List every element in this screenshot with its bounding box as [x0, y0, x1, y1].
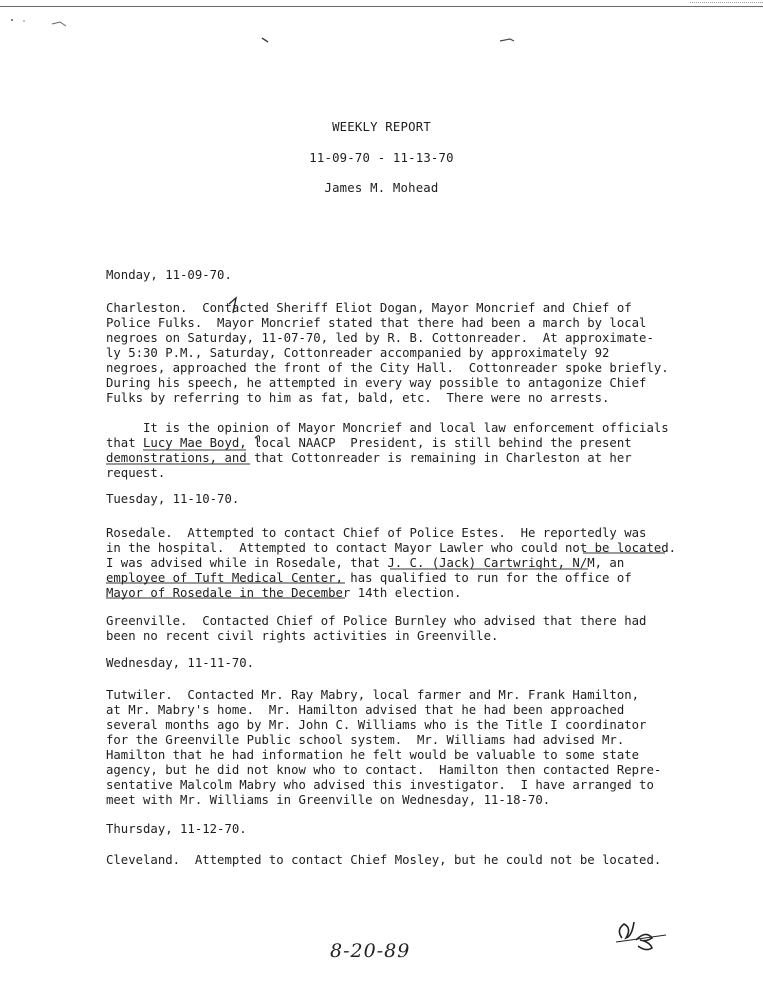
paragraph-greenville: Greenville. Contacted Chief of Police Burnley who advised that there had been no recent civil rights activities in Greenville.	[106, 614, 647, 643]
day-heading-wednesday: Wednesday, 11-11-70.	[106, 656, 255, 670]
scan-specks	[0, 0, 763, 60]
report-date-range: 11-09-70 - 11-13-70	[309, 151, 454, 165]
paragraph-charleston: Charleston. Contacted Sheriff Eliot Dogan, Mayor Moncrief and Chief of Police Fulks. Mayor Moncrief stated that there had been a march by local negroes on Saturday, 11-07-70, led by R. B. Cottonreader. At approximate- ly 5:30 P.M., Saturday, Cottonreader accompanied by approximately 92 negroes, approached the front of the City Hall. Cottonreader spoke briefly. During his speech, he attempted in every way possible to antagonize Chief Fulks by referring to him as fat, bald, etc. There were no arrests.	[106, 301, 669, 405]
paragraph-opinion: It is the opinion of Mayor Moncrief and local law enforcement officials that Lucy Mae Boyd, local NAACP President, is still behind the present demonstrations, and that Cottonreader is remaining in Charleston at her request.	[106, 421, 669, 480]
day-heading-monday: Monday, 11-09-70.	[106, 268, 232, 282]
paragraph-rosedale: Rosedale. Attempted to contact Chief of Police Estes. He reportedly was in the hospital. Attempted to contact Mayor Lawler who could not be located. I was advised while in Rosedale, that J. C. (Jack) Cartwright, N/M, an employee of Tuft Medical Center, has qualified to run for the office of Mayor of Rosedale in the December 14th election.	[106, 526, 677, 600]
paragraph-tutwiler: Tutwiler. Contacted Mr. Ray Mabry, local farmer and Mr. Frank Hamilton, at Mr. Mabry's home. Mr. Hamilton advised that he had been approached several months ago by Mr. John C. Williams who is the Title I coordinator for the Greenville Public school system. Mr. Williams had advised Mr. Hamilton that he had information he felt would be valuable to some state agency, but he did not know who to contact. Hamilton then contacted Repre- sentative Malcolm Mabry who advised this investigator. I have arranged to meet with Mr. Williams in Greenville on Wednesday, 11-18-70.	[106, 688, 662, 807]
handwritten-document-number: 8-20-89	[330, 940, 411, 962]
paragraph-cleveland: Cleveland. Attempted to contact Chief Mosley, but he could not be located.	[106, 853, 662, 867]
day-heading-tuesday: Tuesday, 11-10-70.	[106, 492, 240, 506]
report-title: WEEKLY REPORT	[332, 120, 431, 134]
report-author: James M. Mohead	[324, 181, 439, 195]
initials-signature	[616, 922, 666, 950]
day-heading-thursday: Thursday, 11-12-70.	[106, 822, 247, 836]
